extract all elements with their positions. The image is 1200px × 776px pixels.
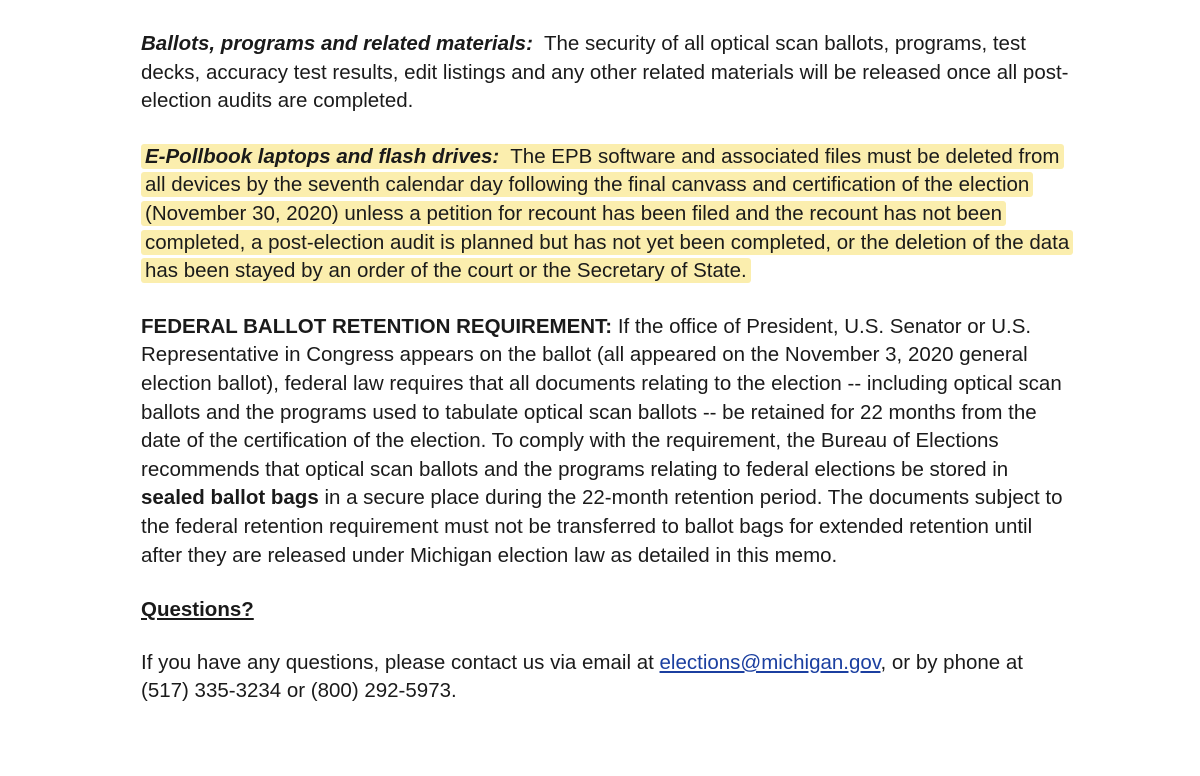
epollbook-body: The EPB software and associated files must be deleted from all devices by the seventh calendar day following the final canvass and certification of the election (November 30, 2020) unless a petition for recount has been filed and the recount has not been completed, a post-election audit is planned but has not yet been completed, or the deletion of the data has been stayed by an order of the court or the Secretary of State. — [145, 144, 1070, 283]
federal-paragraph — [141, 313, 1071, 570]
ballots-body: The security of all optical scan ballots, programs, test decks, accuracy test results, edit listings and any other related materials will be released once all post-election audits are completed. — [141, 32, 1069, 113]
memo-page — [141, 30, 1071, 733]
questions-text-before: If you have any questions, please contact us via email at — [141, 650, 654, 674]
ballots-lead: Ballots, programs and related materials: — [141, 32, 533, 55]
email-link[interactable]: elections@michigan.gov — [659, 650, 881, 674]
epollbook-highlight — [141, 144, 1073, 283]
federal-lead: FEDERAL BALLOT RETENTION REQUIREMENT: — [141, 314, 613, 338]
epollbook-lead: E-Pollbook laptops and flash drives: — [145, 144, 500, 168]
federal-bold-phrase: sealed ballot bags — [141, 486, 319, 510]
epollbook-paragraph — [141, 143, 1071, 286]
federal-body-part1: If the office of President, U.S. Senator or U.S. Representative in Congress appears on the ballot (all appeared on the November 3, 2020 general election ballot), federal law requires that all documents relating to the election -- including optical scan ballots and the programs used to tabulate optical scan ballots -- be retained for 22 months from the date of the certification of the election. To comply with the requirement, the Bureau of Elections recommends that optical scan ballots and the programs relating to federal elections be stored in — [141, 314, 1062, 481]
questions-heading: Questions? — [141, 598, 254, 622]
questions-text-after: , or by phone at (517) 335-3234 or (800) 292-5973. — [141, 650, 1023, 703]
questions-paragraph — [141, 649, 1071, 706]
ballots-paragraph — [141, 30, 1071, 116]
federal-body-part2: in a secure place during the 22-month retention period. The documents subject to the federal retention requirement must not be transferred to ballot bags for extended retention until after they are released under Michigan election law as detailed in this memo. — [141, 486, 1063, 567]
